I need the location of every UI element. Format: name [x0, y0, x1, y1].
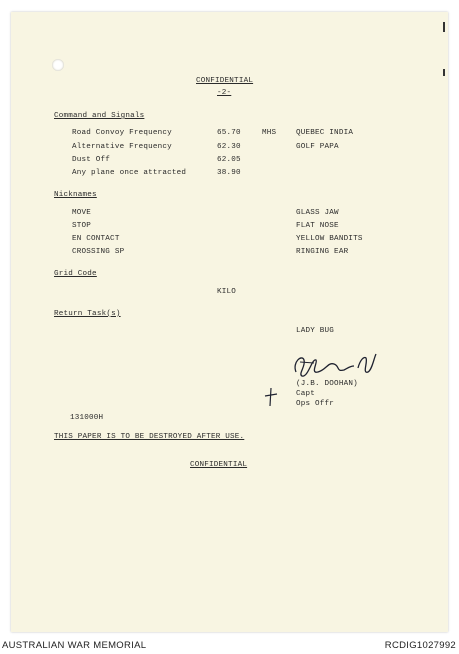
nickname-label: EN CONTACT — [72, 235, 120, 243]
row-label: Dust Off — [72, 156, 111, 164]
staple-mark — [443, 22, 445, 32]
row-label: Road Convoy Frequency — [72, 129, 172, 137]
section-heading-command: Command and Signals — [54, 112, 145, 120]
section-heading-return: Return Task(s) — [54, 310, 121, 318]
date-time-group: 131000H — [70, 414, 104, 422]
footer-bar — [0, 638, 459, 654]
section-heading-nicknames: Nicknames — [54, 191, 97, 199]
row-code: GOLF PAPA — [296, 143, 339, 151]
nickname-code: YELLOW BANDITS — [296, 235, 363, 243]
nickname-code: RINGING EAR — [296, 248, 349, 256]
row-value: 62.05 — [217, 156, 241, 164]
handwritten-signature — [288, 348, 388, 384]
row-value: 38.90 — [217, 169, 241, 177]
footer-record-id: RCDIG1027992 — [384, 640, 456, 651]
row-unit: MHS — [262, 129, 277, 137]
footer-source: AUSTRALIAN WAR MEMORIAL — [2, 640, 147, 651]
classification-bottom: CONFIDENTIAL — [190, 461, 248, 469]
return-task-value: LADY BUG — [296, 327, 335, 335]
nickname-code: FLAT NOSE — [296, 222, 339, 230]
signatory-rank: Capt — [296, 390, 316, 398]
nickname-label: CROSSING SP — [72, 248, 125, 256]
signatory-name: (J.B. DOOHAN) — [296, 380, 358, 388]
row-value: 65.70 — [217, 129, 241, 137]
row-code: QUEBEC INDIA — [296, 129, 354, 137]
page-number: -2- — [217, 89, 232, 97]
row-value: 62.30 — [217, 143, 241, 151]
signatory-role: Ops Offr — [296, 400, 335, 408]
classification-top: CONFIDENTIAL — [196, 77, 254, 85]
nickname-label: MOVE — [72, 209, 92, 217]
section-heading-grid: Grid Code — [54, 270, 97, 278]
staple-mark — [443, 69, 445, 76]
row-label: Alternative Frequency — [72, 143, 172, 151]
grid-code-value: KILO — [217, 288, 237, 296]
punch-hole — [52, 59, 64, 71]
destroy-notice: THIS PAPER IS TO BE DESTROYED AFTER USE. — [54, 433, 245, 441]
document-page — [11, 12, 448, 632]
nickname-code: GLASS JAW — [296, 209, 339, 217]
row-label: Any plane once attracted — [72, 169, 187, 177]
handwritten-initial-mark — [263, 386, 279, 408]
nickname-label: STOP — [72, 222, 92, 230]
